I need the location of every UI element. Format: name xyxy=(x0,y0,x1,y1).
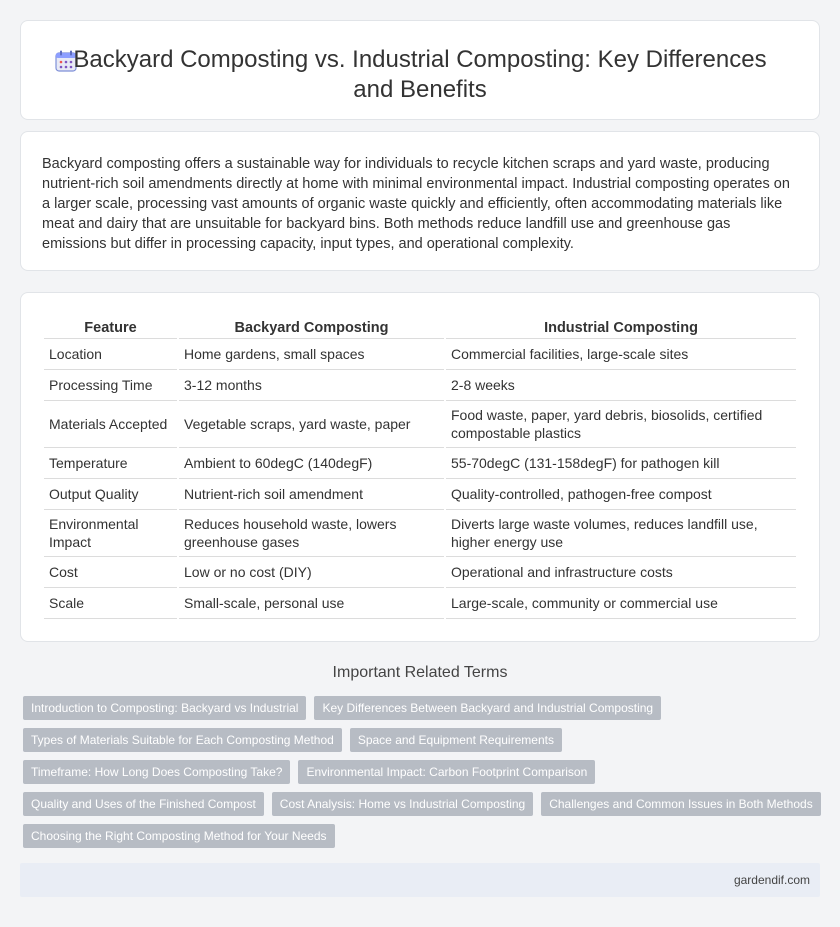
cell-industrial: Diverts large waste volumes, reduces landfill use, higher energy use xyxy=(446,510,796,557)
related-term-link[interactable]: Choosing the Right Composting Method for Your Needs xyxy=(23,824,335,848)
tag-row xyxy=(23,728,823,752)
footer-site-name: gardendif.com xyxy=(733,873,810,887)
cell-industrial: Operational and infrastructure costs xyxy=(446,557,796,588)
cell-industrial: 2-8 weeks xyxy=(446,370,796,401)
cell-backyard: Nutrient-rich soil amendment xyxy=(179,479,444,510)
intro-paragraph: Backyard composting offers a sustainable way for individuals to recycle kitchen scraps and yard waste, producing nutrient-rich soil amendments directly at home with minimal environmental impact. Industrial composting operates on a larger scale, processing vast amounts of organic waste quickly and efficiently, often accommodating materials like meat and dairy that are unsuitable for backyard bins. Both methods reduce landfill use and greenhouse gas emissions but differ in processing capacity, input types, and operational complexity. xyxy=(42,156,790,252)
cell-feature: Output Quality xyxy=(44,479,177,510)
table-row xyxy=(44,339,796,370)
cell-industrial: Commercial facilities, large-scale sites xyxy=(446,339,796,370)
tag-row xyxy=(23,792,823,816)
cell-backyard: Vegetable scraps, yard waste, paper xyxy=(179,401,444,448)
related-term-link[interactable]: Environmental Impact: Carbon Footprint Comparison xyxy=(298,760,595,784)
related-term-link[interactable]: Challenges and Common Issues in Both Methods xyxy=(541,792,820,816)
cell-backyard: Reduces household waste, lowers greenhouse gases xyxy=(179,510,444,557)
cell-feature: Materials Accepted xyxy=(44,401,177,448)
related-term-link[interactable]: Quality and Uses of the Finished Compost xyxy=(23,792,264,816)
table-header-row xyxy=(44,313,796,339)
related-terms-list xyxy=(23,696,823,856)
header-feature: Feature xyxy=(44,313,177,339)
tag-row xyxy=(23,824,823,848)
cell-backyard: Home gardens, small spaces xyxy=(179,339,444,370)
header-card xyxy=(20,20,820,120)
cell-feature: Temperature xyxy=(44,448,177,479)
comparison-table xyxy=(42,313,798,619)
related-term-link[interactable]: Key Differences Between Backyard and Industrial Composting xyxy=(314,696,661,720)
cell-industrial: 55-70degC (131-158degF) for pathogen kill xyxy=(446,448,796,479)
table-row xyxy=(44,448,796,479)
header-backyard: Backyard Composting xyxy=(179,313,444,339)
comparison-card xyxy=(20,292,820,642)
table-row xyxy=(44,479,796,510)
footer xyxy=(20,863,820,897)
table-row xyxy=(44,401,796,448)
related-term-link[interactable]: Timeframe: How Long Does Composting Take? xyxy=(23,760,290,784)
cell-feature: Cost xyxy=(44,557,177,588)
cell-feature: Scale xyxy=(44,588,177,619)
tag-row xyxy=(23,760,823,784)
cell-feature: Environmental Impact xyxy=(44,510,177,557)
cell-backyard: 3-12 months xyxy=(179,370,444,401)
cell-backyard: Low or no cost (DIY) xyxy=(179,557,444,588)
table-row xyxy=(44,510,796,557)
tag-row xyxy=(23,696,823,720)
page-title: Backyard Composting vs. Industrial Composting: Key Differences and Benefits xyxy=(73,46,767,103)
table-row xyxy=(44,588,796,619)
cell-industrial: Food waste, paper, yard debris, biosolids, certified compostable plastics xyxy=(446,401,796,448)
table-row xyxy=(44,557,796,588)
table-row xyxy=(44,370,796,401)
header-industrial: Industrial Composting xyxy=(446,313,796,339)
cell-feature: Processing Time xyxy=(44,370,177,401)
cell-feature: Location xyxy=(44,339,177,370)
related-term-link[interactable]: Introduction to Composting: Backyard vs Industrial xyxy=(23,696,306,720)
intro-card xyxy=(20,131,820,271)
cell-backyard: Ambient to 60degC (140degF) xyxy=(179,448,444,479)
related-term-link[interactable]: Space and Equipment Requirements xyxy=(350,728,562,752)
cell-backyard: Small-scale, personal use xyxy=(179,588,444,619)
cell-industrial: Large-scale, community or commercial use xyxy=(446,588,796,619)
related-terms-title: Important Related Terms xyxy=(332,664,508,681)
cell-industrial: Quality-controlled, pathogen-free compost xyxy=(446,479,796,510)
related-term-link[interactable]: Cost Analysis: Home vs Industrial Composting xyxy=(272,792,533,816)
related-term-link[interactable]: Types of Materials Suitable for Each Composting Method xyxy=(23,728,342,752)
